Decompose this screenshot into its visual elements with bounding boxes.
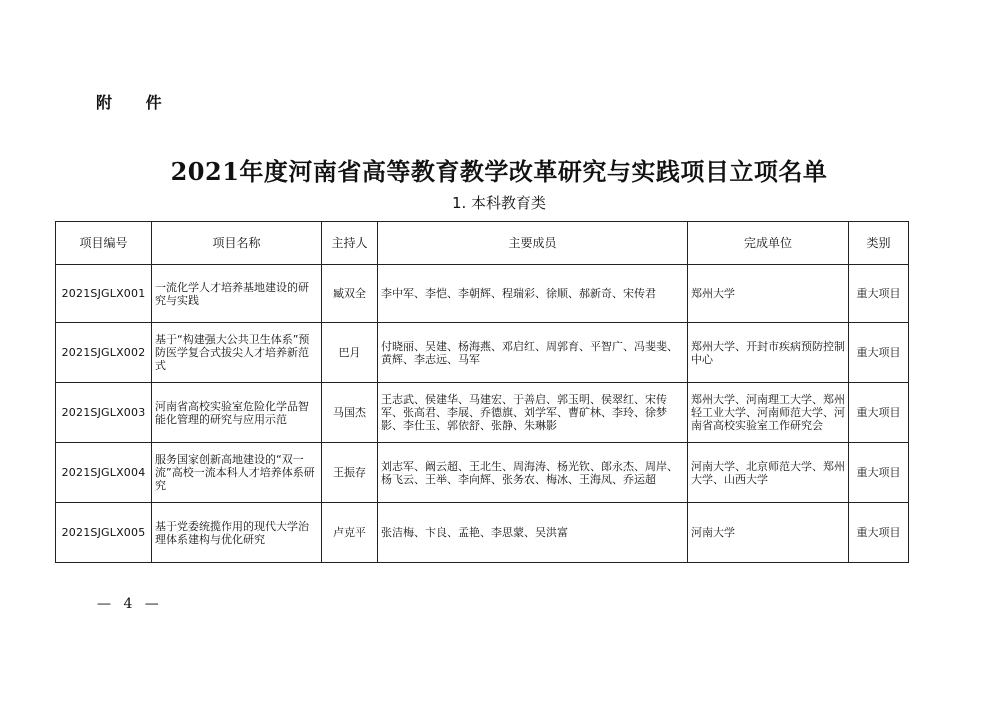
cell-unit: 郑州大学、河南理工大学、郑州轻工业大学、河南师范大学、河南省高校实验室工作研究会 bbox=[688, 383, 849, 443]
cell-host: 臧双全 bbox=[322, 265, 378, 323]
cell-name: 基于“构建强大公共卫生体系”预防医学复合式拔尖人才培养新范式 bbox=[152, 323, 322, 383]
table-row bbox=[56, 383, 909, 443]
cell-name: 基于党委统揽作用的现代大学治理体系建构与优化研究 bbox=[152, 503, 322, 563]
table-row bbox=[56, 323, 909, 383]
cell-members: 刘志军、阚云超、王北生、周海涛、杨光钦、郎永杰、周岸、杨飞云、王举、李向辉、张务农、梅冰、王海凤、乔运超 bbox=[378, 443, 688, 503]
header-unit: 完成单位 bbox=[688, 222, 849, 265]
cell-type: 重大项目 bbox=[849, 265, 909, 323]
project-table bbox=[55, 221, 909, 563]
cell-code: 2021SJGLX001 bbox=[56, 265, 152, 323]
cell-name: 服务国家创新高地建设的“双一流”高校一流本科人才培养体系研究 bbox=[152, 443, 322, 503]
header-name: 项目名称 bbox=[152, 222, 322, 265]
cell-host: 马国杰 bbox=[322, 383, 378, 443]
cell-type: 重大项目 bbox=[849, 383, 909, 443]
header-host: 主持人 bbox=[322, 222, 378, 265]
document-title: 2021年度河南省高等教育教学改革研究与实践项目立项名单 bbox=[170, 157, 828, 186]
cell-unit: 郑州大学 bbox=[688, 265, 849, 323]
cell-code: 2021SJGLX002 bbox=[56, 323, 152, 383]
table-row bbox=[56, 503, 909, 563]
header-code: 项目编号 bbox=[56, 222, 152, 265]
cell-type: 重大项目 bbox=[849, 323, 909, 383]
document-subtitle: 1. 本科教育类 bbox=[451, 194, 547, 212]
table-header-row bbox=[56, 222, 909, 265]
cell-code: 2021SJGLX004 bbox=[56, 443, 152, 503]
cell-members: 付晓丽、吴建、杨海燕、邓启红、周郭育、平智广、冯斐斐、黄辉、李志远、马军 bbox=[378, 323, 688, 383]
cell-unit: 河南大学 bbox=[688, 503, 849, 563]
cell-members: 王志武、侯建华、马建宏、于善启、郭玉明、侯翠红、宋传军、张高君、李展、乔德旗、刘学军、曹矿林、李玲、徐梦影、李仕玉、郭依舒、张静、朱琳影 bbox=[378, 383, 688, 443]
cell-unit: 河南大学、北京师范大学、郑州大学、山西大学 bbox=[688, 443, 849, 503]
cell-host: 王振存 bbox=[322, 443, 378, 503]
cell-unit: 郑州大学、开封市疾病预防控制中心 bbox=[688, 323, 849, 383]
attachment-label: 附 件 bbox=[96, 93, 176, 112]
cell-members: 李中军、李恺、李朝辉、程瑞彩、徐顺、郝新奇、宋传君 bbox=[378, 265, 688, 323]
header-type: 类别 bbox=[849, 222, 909, 265]
cell-host: 巴月 bbox=[322, 323, 378, 383]
cell-code: 2021SJGLX003 bbox=[56, 383, 152, 443]
page-number: — 4 — bbox=[97, 596, 163, 612]
cell-type: 重大项目 bbox=[849, 503, 909, 563]
cell-members: 张洁梅、卞良、孟艳、李思蒙、吴洪富 bbox=[378, 503, 688, 563]
cell-code: 2021SJGLX005 bbox=[56, 503, 152, 563]
cell-type: 重大项目 bbox=[849, 443, 909, 503]
table-row bbox=[56, 443, 909, 503]
cell-name: 河南省高校实验室危险化学品智能化管理的研究与应用示范 bbox=[152, 383, 322, 443]
cell-host: 卢克平 bbox=[322, 503, 378, 563]
header-members: 主要成员 bbox=[378, 222, 688, 265]
cell-name: 一流化学人才培养基地建设的研究与实践 bbox=[152, 265, 322, 323]
table-row bbox=[56, 265, 909, 323]
